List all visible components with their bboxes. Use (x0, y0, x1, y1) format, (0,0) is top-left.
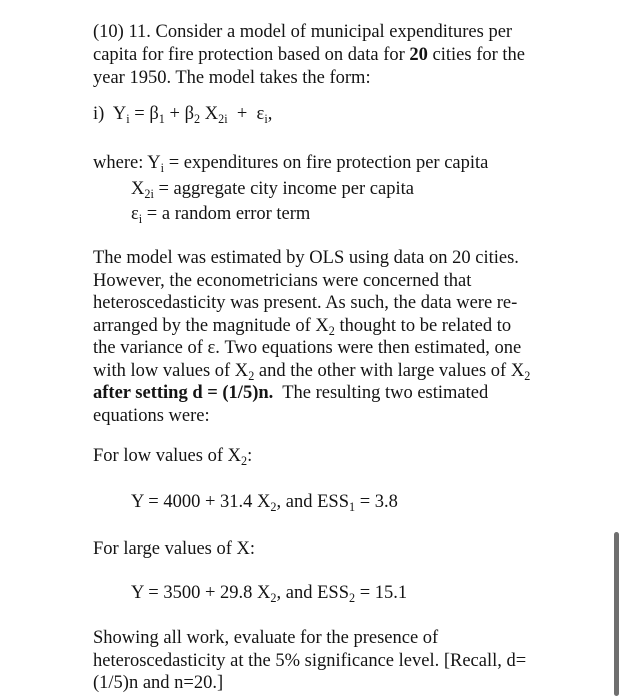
sub: 2 (328, 323, 335, 338)
variable-definitions (93, 151, 563, 228)
sub: 2 (248, 368, 255, 383)
low-label-b: : (247, 446, 253, 466)
eq-plus: + (169, 104, 180, 124)
sub: 2 (524, 368, 531, 383)
intro-line-3: year 1950. The model takes the form: (93, 67, 371, 88)
city-count: 20 (409, 44, 428, 65)
eq-sub: 2i (218, 111, 228, 126)
def-e-text: = a random error term (146, 204, 311, 224)
closing-line-2: heteroscedasticity at the 5% significance level. [Recall, d= (93, 650, 527, 671)
low-values-equation (93, 491, 563, 514)
low-values-section (93, 445, 563, 468)
sub: 2 (270, 499, 277, 514)
def-e-sub: i (138, 211, 143, 226)
paragraph-line-3: heteroscedasticity was present. As such, the data were re- (93, 293, 518, 313)
paragraph-line-6 (93, 360, 563, 383)
def-x (93, 177, 563, 203)
intro-text-2b: cities for the (432, 44, 526, 65)
paragraph-line-8: equations were: (93, 405, 210, 426)
sub: 1 (348, 499, 356, 514)
paragraph-line-1: The model was estimated by OLS using data on 20 cities. (93, 248, 519, 268)
def-y-text: = expenditures on fire protection per capita (168, 153, 489, 173)
def-x-sub: 2i (144, 186, 154, 201)
low-label-a: For low values of X (93, 446, 241, 466)
eq-beta1: β (149, 104, 159, 124)
paragraph-line-7 (93, 382, 563, 405)
vertical-scrollbar[interactable] (614, 532, 619, 696)
sub: 2 (348, 590, 356, 605)
low-eq-c: = 3.8 (355, 492, 398, 512)
intro-text-1: Consider a model of municipal expenditures per (155, 22, 513, 42)
closing-line-1: Showing all work, evaluate for the presence of (93, 628, 439, 648)
equation-label: i) (93, 104, 105, 124)
question-intro (93, 21, 563, 89)
paragraph-line-2: However, the econometricians were concerned that (93, 270, 472, 291)
eq-sign: = (134, 104, 145, 124)
intro-text-2a: capita for fire protection based on data for (93, 44, 405, 65)
low-equation-line (93, 491, 563, 514)
large-equation-line (93, 582, 563, 605)
paragraph-6b: and the other with large values of X (258, 360, 525, 381)
def-y-symbol: Y (147, 153, 161, 173)
low-eq-a: Y = 4000 + 31.4 X (131, 492, 271, 512)
eq-beta2: β (184, 104, 194, 124)
paragraph-7-rest: The resulting two estimated (282, 383, 489, 403)
def-e (93, 202, 563, 228)
question-number: 11. (128, 22, 151, 42)
paragraph-line-4 (93, 315, 563, 338)
eq-sub: i (126, 111, 130, 126)
low-eq-b: , and ESS (276, 492, 349, 512)
sub: 2 (240, 453, 248, 468)
eq-sub: 2 (193, 111, 201, 126)
intro-line-2 (93, 44, 563, 67)
eq-epsilon: ε (256, 104, 265, 124)
eq-y: Y (112, 104, 127, 124)
paragraph-4a: arranged by the magnitude of X (93, 315, 329, 336)
method-paragraph (93, 247, 563, 427)
paragraph-6a: with low values of X (93, 360, 249, 381)
large-eq-a: Y = 3500 + 29.8 X (131, 583, 271, 603)
model-equation-line (93, 103, 563, 126)
model-equation (93, 103, 563, 126)
sub: 2 (270, 590, 277, 605)
eq-x: X (204, 104, 219, 124)
large-values-section (93, 538, 563, 561)
def-y-sub: i (160, 160, 165, 175)
eq-tail: , (267, 104, 273, 124)
where-label: where: (93, 153, 144, 173)
eq-plus: + (236, 104, 248, 124)
question-marks: (10) (93, 22, 124, 42)
large-eq-c: = 15.1 (355, 583, 408, 603)
def-x-symbol: X (131, 178, 145, 199)
large-values-equation (93, 582, 563, 605)
closing-line-3: (1/5)n and n=20.] (93, 673, 224, 693)
intro-line-1 (93, 21, 563, 44)
def-y (93, 151, 563, 177)
paragraph-7-bold: after setting d = (1/5)n. (93, 383, 274, 403)
large-eq-b: , and ESS (276, 583, 349, 603)
def-e-symbol: ε (131, 204, 139, 224)
eq-sub: 1 (158, 111, 165, 126)
eq-sub: i (264, 111, 268, 126)
low-values-label (93, 445, 563, 468)
large-values-label: For large values of X: (93, 539, 256, 559)
def-x-text: = aggregate city income per capita (158, 178, 414, 199)
closing-instructions (93, 627, 563, 695)
paragraph-line-5: the variance of ε. Two equations were then estimated, one (93, 338, 522, 358)
paragraph-4b: thought to be related to (339, 315, 512, 336)
